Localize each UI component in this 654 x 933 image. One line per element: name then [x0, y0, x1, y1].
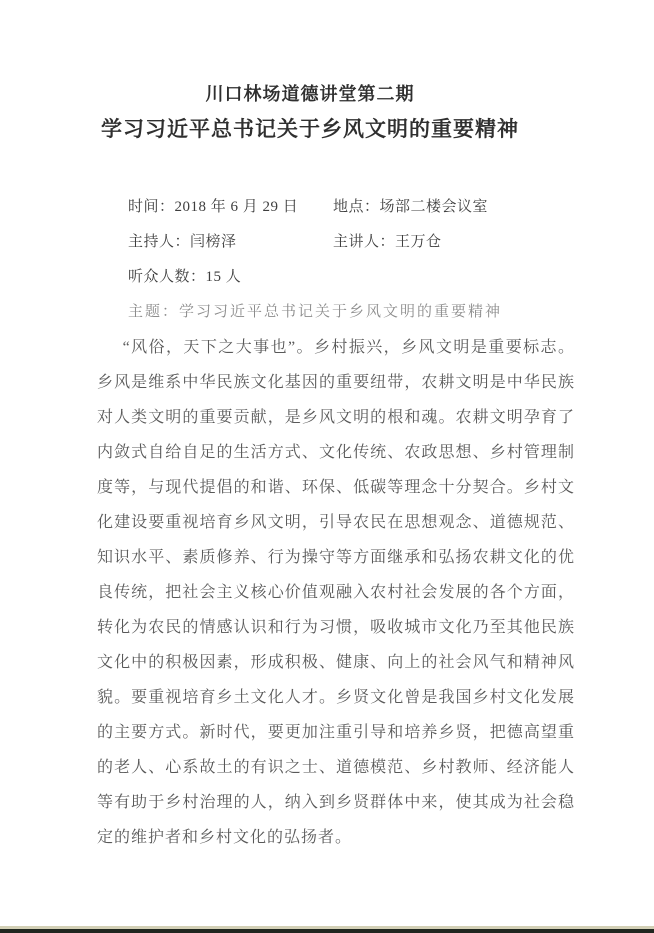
meta-row-topic [97, 295, 575, 330]
doc-title-line1: 川口林场道德讲堂第二期 [205, 84, 415, 104]
meta-location: 地点：场部二楼会议室 [333, 199, 489, 215]
meta-topic: 主题：学习习近平总书记关于乡风文明的重要精神 [128, 304, 503, 320]
document-content [97, 190, 575, 855]
meta-time: 时间：2018 年 6 月 29 日 [128, 199, 299, 215]
doc-title-line2: 学习习近平总书记关于乡风文明的重要精神 [101, 118, 519, 141]
body-paragraph: “风俗，天下之大事也”。乡村振兴，乡风文明是重要标志。乡风是维系中华民族文化基因的重要纽带，农耕文明是中华民族对人类文明的重要贡献，是乡风文明的根和魂。农耕文明孕育了内敛式自给自足的生活方式、文化传统、农政思想、乡村管理制度等，与现代提倡的和谐、环保、低碳等理念十分契合。乡村文化建设要重视培育乡风文明，引导农民在思想观念、道德规范、知识水平、素质修养、行为操守等方面继承和弘扬农耕文化的优良传统，把社会主义核心价值观融入农村社会发展的各个方面，转化为农民的情感认识和行为习惯，吸收城市文化乃至其他民族文化中的积极因素，形成积极、健康、向上的社会风气和精神风貌。要重视培育乡土文化人才。乡贤文化曾是我国乡村文化发展的主要方式。新时代，要更加注重引导和培养乡贤，把德高望重的老人、心系故土的有识之士、道德模范、乡村教师、经济能人等有助于乡村治理的人，纳入到乡贤群体中来，使其成为社会稳定的维护者和乡村文化的弘扬者。 [97, 339, 575, 846]
meta-row-host-speaker [97, 225, 575, 260]
meta-row-audience [97, 260, 575, 295]
meta-speaker: 主讲人：王万仓 [333, 234, 442, 250]
meta-audience-count: 听众人数：15 人 [128, 269, 242, 285]
meta-host: 主持人：闫榜泽 [128, 234, 237, 250]
document-header [0, 0, 620, 144]
meta-row-time-location [97, 190, 575, 225]
scan-edge-dark [0, 929, 654, 933]
